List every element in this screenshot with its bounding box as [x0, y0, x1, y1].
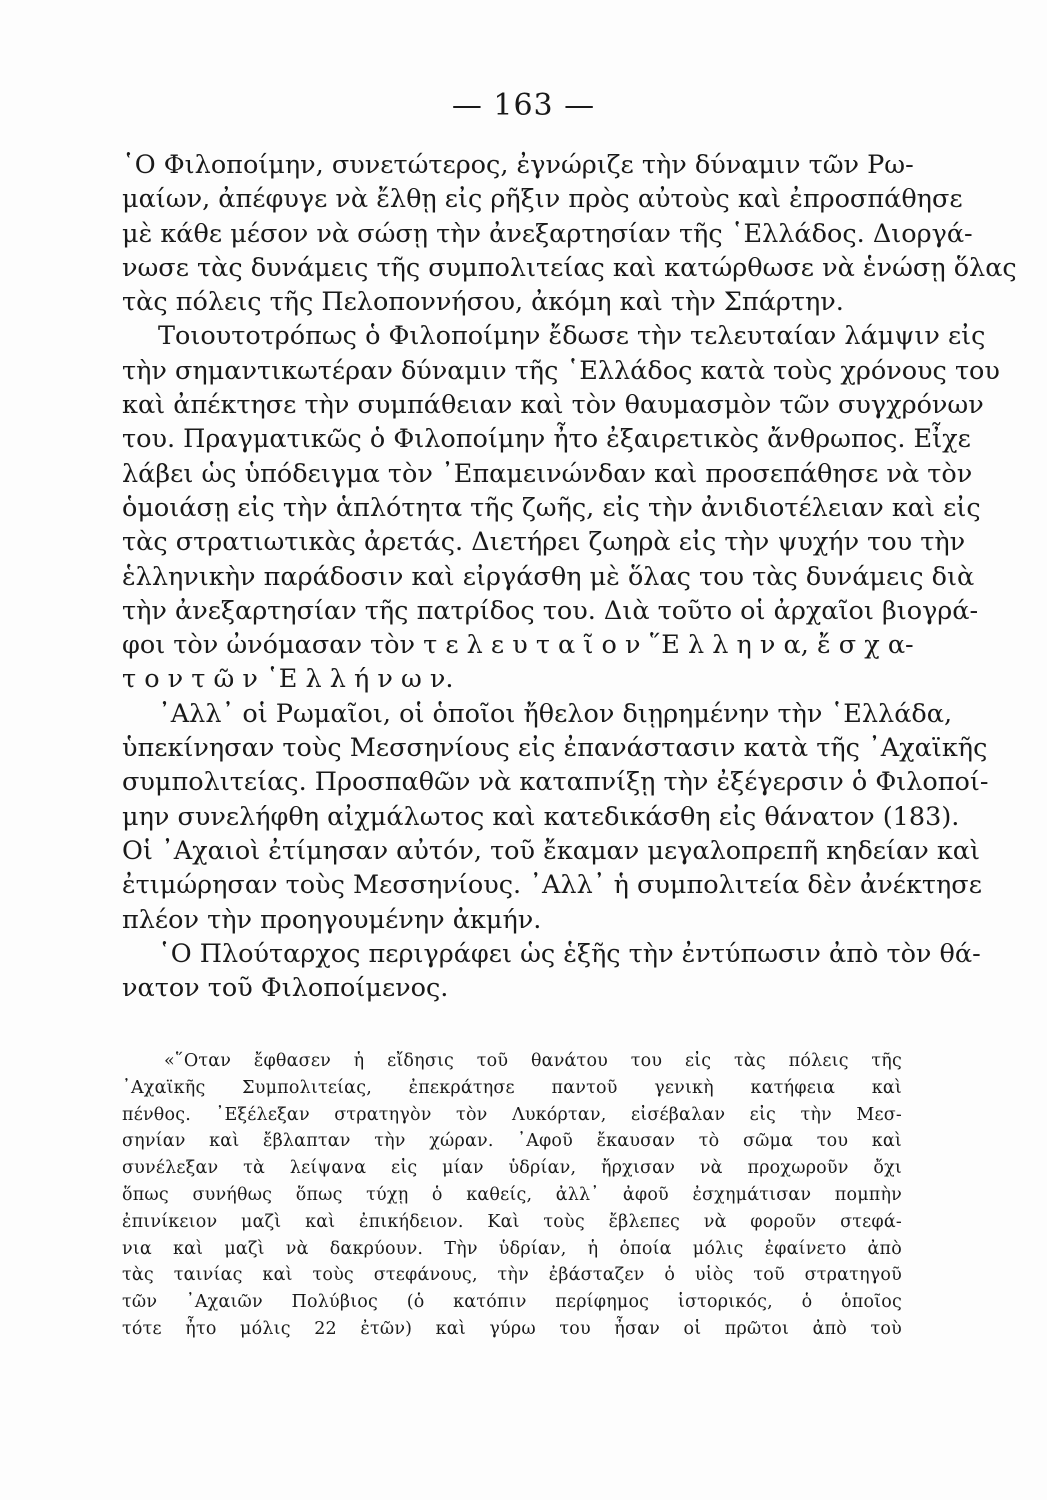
text-line: μην συνελήφθη αἰχμάλωτος καὶ κατεδικάσθη εἰς θάνατον (183).: [122, 801, 960, 832]
text-line: Οἱ ᾿Αχαιοὶ ἐτίμησαν αὐτόν, τοῦ ἔκαμαν μεγαλοπρεπῆ κηδείαν καὶ: [122, 835, 980, 866]
text-line: ᾿Αλλ᾿ οἱ Ρωμαῖοι, οἱ ὁποῖοι ἤθελον διῃρημένην τὴν ῾Ελλάδα,: [158, 698, 953, 729]
text-line: λάβει ὡς ὑπόδειγμα τὸν ᾿Επαμεινώνδαν καὶ προσεπάθησε νὰ τὸν: [122, 458, 973, 489]
quote-line: συνέλεξαν τὰ λείψανα εἰς μίαν ὑδρίαν, ἤρχισαν νὰ προχωροῦν ὄχι: [122, 1158, 902, 1179]
text-line: ῾Ο Πλούταρχος περιγράφει ὡς ἑξῆς τὴν ἐντύπωσιν ἀπὸ τὸν θά-: [158, 938, 981, 969]
text-line: μαίων, ἀπέφυγε νὰ ἔλθῃ εἰς ρῆξιν πρὸς αὐτοὺς καὶ ἐπροσπάθησε: [122, 184, 963, 215]
quote-line: σηνίαν καὶ ἔβλαπταν τὴν χώραν. ᾿Αφοῦ ἔκαυσαν τὸ σῶμα του καὶ: [122, 1131, 902, 1152]
text-line: Τοιουτοτρόπως ὁ Φιλοποίμην ἔδωσε τὴν τελευταίαν λάμψιν εἰς: [158, 321, 986, 352]
text-line: φοι τὸν ὠνόμασαν τὸν τ ε λ ε υ τ α ῖ ο ν ῞Ε λ λ η ν α, ἔ σ χ α-: [122, 630, 914, 661]
quote-line: τότε ἦτο μόλις 22 ἐτῶν) καὶ γύρω του ἦσαν οἱ πρῶτοι ἀπὸ τοὺ: [122, 1318, 902, 1339]
quote-line: ᾿Αχαϊκῆς Συμπολιτείας, ἐπεκράτησε παντοῦ γενικὴ κατήφεια καὶ: [122, 1077, 902, 1098]
text-line: νατον τοῦ Φιλοποίμενος.: [122, 973, 449, 1004]
quote-line: ἐπινίκειον μαζὶ καὶ ἐπικήδειον. Καὶ τοὺς ἔβλεπες νὰ φοροῦν στεφά-: [122, 1211, 902, 1232]
text-line: νωσε τὰς δυνάμεις τῆς συμπολιτείας καὶ κατώρθωσε νὰ ἑνώσῃ ὅλας: [122, 252, 1017, 283]
text-line: ὁμοιάσῃ εἰς τὴν ἁπλότητα τῆς ζωῆς, εἰς τὴν ἀνιδιοτέλειαν καὶ εἰς: [122, 492, 981, 523]
text-line: τ ο ν τ ῶ ν ῾Ε λ λ ή ν ω ν.: [122, 664, 454, 695]
quote-line: πένθος. ᾿Εξέλεξαν στρατηγὸν τὸν Λυκόρταν, εἰσέβαλαν εἰς τὴν Μεσ-: [122, 1104, 902, 1125]
quote-line: ὅπως συνήθως ὅπως τύχῃ ὁ καθείς, ἀλλ᾿ ἀφοῦ ἐσχημάτισαν πομπὴν: [122, 1184, 902, 1205]
text-line: του. Πραγματικῶς ὁ Φιλοποίμην ἦτο ἐξαιρετικὸς ἄνθρωπος. Εἶχε: [122, 424, 971, 455]
text-line: μὲ κάθε μέσον νὰ σώσῃ τὴν ἀνεξαρτησίαν τῆς ῾Ελλάδος. Διοργά-: [122, 218, 973, 249]
main-text: [122, 148, 1017, 1005]
text-line: τὰς πόλεις τῆς Πελοποννήσου, ἀκόμη καὶ τὴν Σπάρτην.: [122, 287, 844, 318]
text-line: πλέον τὴν προηγουμένην ἀκμήν.: [122, 904, 542, 935]
text-line: ῾Ο Φιλοποίμην, συνετώτερος, ἐγνώριζε τὴν δύναμιν τῶν Ρω-: [122, 150, 914, 180]
quote-line: τὰς ταινίας καὶ τοὺς στεφάνους, τὴν ἐβάσταζεν ὁ υἱὸς τοῦ στρατηγοῦ: [122, 1265, 902, 1286]
quote-line: τῶν ᾿Αχαιῶν Πολύβιος (ὁ κατόπιν περίφημος ἱστορικός, ὁ ὁποῖος: [122, 1292, 902, 1313]
text-line: συμπολιτείας. Προσπαθῶν νὰ καταπνίξῃ τὴν ἐξέγερσιν ὁ Φιλοποί-: [122, 767, 989, 798]
text-line: ἑλληνικὴν παράδοσιν καὶ εἰργάσθη μὲ ὅλας του τὰς δυνάμεις διὰ: [122, 561, 975, 592]
text-line: καὶ ἀπέκτησε τὴν συμπάθειαν καὶ τὸν θαυμασμὸν τῶν συγχρόνων: [122, 390, 984, 421]
quote-line: νια καὶ μαζὶ νὰ δακρύουν. Τὴν ὑδρίαν, ἡ ὁποία μόλις ἐφαίνετο ἀπὸ: [122, 1238, 902, 1259]
text-line: τὰς στρατιωτικὰς ἀρετάς. Διετήρει ζωηρὰ εἰς τὴν ψυχήν του τὴν: [122, 527, 966, 558]
text-line: ἐτιμώρησαν τοὺς Μεσσηνίους. ᾿Αλλ᾿ ἡ συμπολιτεία δὲν ἀνέκτησε: [122, 870, 982, 901]
quote-line: «῞Οταν ἔφθασεν ἡ εἴδησις τοῦ θανάτου του εἰς τὰς πόλεις τῆς: [164, 1051, 902, 1071]
text-line: ὑπεκίνησαν τοὺς Μεσσηνίους εἰς ἐπανάστασιν κατὰ τῆς ᾿Αχαϊκῆς: [122, 733, 988, 764]
text-line: τὴν σημαντικωτέραν δύναμιν τῆς ῾Ελλάδος κατὰ τοὺς χρόνους του: [122, 355, 1000, 386]
page-number: — 163 —: [451, 88, 596, 123]
quotation-block: [122, 1048, 902, 1343]
text-line: τὴν ἀνεξαρτησίαν τῆς πατρίδος του. Διὰ τοῦτο οἱ ἀρχαῖοι βιογρά-: [122, 595, 979, 626]
